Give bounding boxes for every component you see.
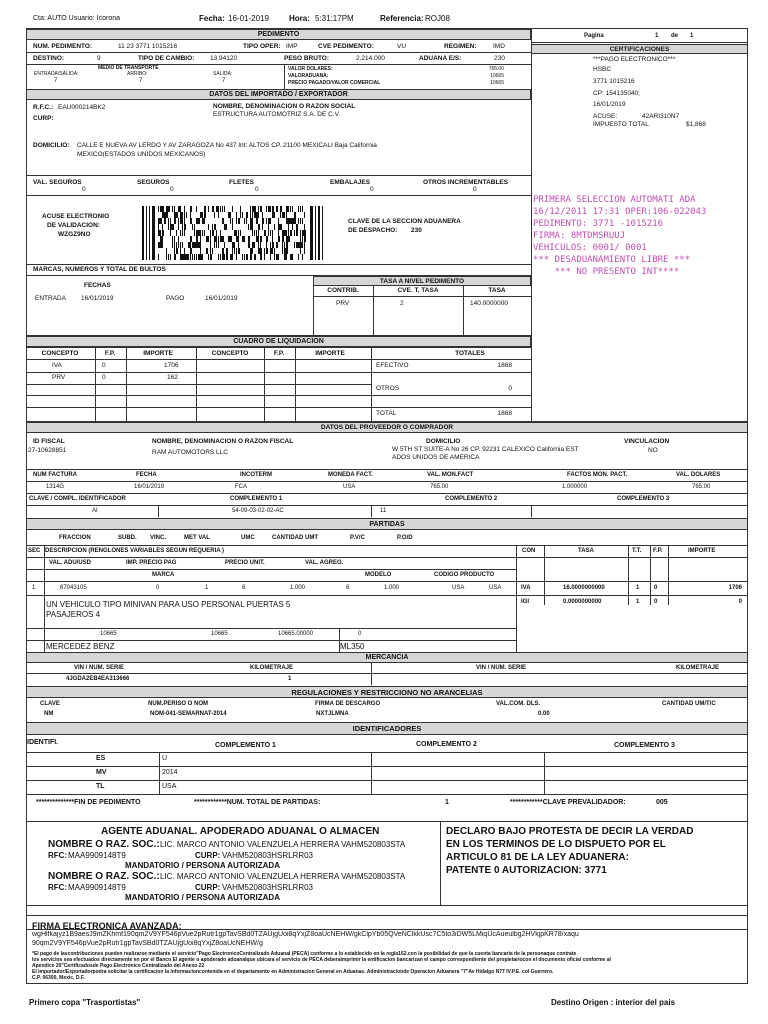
rfc-label: R.F.C.:	[33, 104, 54, 111]
aduana: 230	[494, 55, 505, 62]
part-h-marca: MARCA	[152, 572, 175, 578]
tax-igi-tasa: 0.0000000000	[563, 599, 602, 605]
otros-label: OTROS	[376, 385, 400, 392]
agente-rfc-label-2: RFC:	[48, 883, 68, 892]
identif-mv-value: 2014	[162, 769, 178, 776]
part-umc: 6	[242, 585, 246, 591]
identif-label: IDENTIFI.	[27, 739, 59, 746]
importador-title: DATOS DEL IMPORTADO / EXPORTADOR	[26, 89, 531, 100]
agente-mandatorio: MANDATORIO / PERSONA AUTORIZADA	[125, 861, 280, 870]
fine-print-3: Apendice 20"Certificadosde Pago Electronico Centralizado del Anexo 22	[32, 963, 205, 969]
part-h-modelo: MODELO	[365, 572, 392, 578]
cert-line-4: CP: 154135040;	[593, 90, 640, 97]
reg-h-cantidad: CANTIDAD UM/T/C	[662, 701, 716, 707]
part-h-subd: SUBD.	[118, 535, 137, 541]
part-h-tt: T.T.	[632, 548, 642, 554]
cert-line-2: HSBC	[593, 66, 612, 73]
liq-h-totales: TOTALES	[455, 350, 485, 357]
vin-value: 4JGDA2EB4EA313666	[66, 676, 130, 682]
part-pais-1: USA	[452, 585, 465, 591]
tax-igi-fp: 0	[654, 599, 658, 605]
cert-line-3: 3771 1015216	[593, 78, 635, 85]
part-h-desc: DESCRIPCION (RENGLONES VARIABLES SEGUN REQUERIA )	[45, 548, 225, 554]
tipo-cambio-label: TIPO DE CAMBIO:	[138, 55, 195, 62]
clave-compl-label: CLAVE / COMPL. IDENTIFICADOR	[29, 496, 126, 502]
salida: 7	[222, 78, 226, 84]
part-h-cantidad: CANTIDAD UMT	[272, 535, 318, 541]
peso-bruto: 2,214.000	[356, 55, 385, 62]
agente-nombre-label-2: NOMBRE O RAZ. SOC.:	[48, 871, 160, 882]
prov-domicilio-label: DOMICILIO	[426, 438, 461, 445]
aduana-label: ADUANA E/S:	[419, 55, 462, 62]
part-h-metval: MET VAL	[184, 535, 210, 541]
precio-pagado: 10665	[490, 80, 504, 86]
seguros-label: SEGUROS	[137, 179, 170, 186]
liq-h-concepto-2: CONCEPTO	[211, 350, 249, 357]
liq-h-concepto-1: CONCEPTO	[41, 350, 79, 357]
id-fiscal-label: ID FISCAL	[33, 438, 65, 445]
part-h-pvc: P.V/C	[350, 535, 365, 541]
cert-line-1: ***PAGO ELECTRONICO***	[593, 56, 676, 63]
regimen: IMD	[493, 43, 505, 50]
declaro-line-3: ARTICULO 81 DE LA LEY ADUANERA:	[446, 852, 629, 863]
agente-curp-2: VAHM520803HSRLRR03	[222, 883, 314, 892]
fact-num: 1314G	[46, 484, 65, 490]
precio-pagado-label: PRECIO PAGADO/VALOR COMERCIAL	[288, 80, 381, 86]
cve-tasa-value: 2	[400, 300, 404, 307]
fletes-label: FLETES	[229, 179, 254, 186]
identif-tl-value: USA	[162, 783, 177, 790]
reg-h-firma: FIRMA DE DESCARGO	[315, 701, 381, 707]
clave-prevalidador: 005	[656, 799, 668, 806]
tax-iva-importe: 1706	[728, 585, 742, 591]
vinculacion-label: VINCULACION	[624, 438, 670, 445]
contrib-header: CONTRIB.	[327, 287, 359, 294]
cve-pedimento: VU	[397, 43, 407, 50]
pedimento-title: PEDIMENTO	[26, 29, 531, 40]
prov-domicilio-1: W 5TH ST SUITE-A No 26 CP. 92231 CALEXICO California EST	[392, 446, 579, 453]
pagina-num: 1	[655, 33, 659, 39]
part-h-valagreg: VAL. AGREG.	[305, 560, 344, 566]
fecha-label: Fecha:	[199, 14, 225, 23]
agente-curp: VAHM520803HSRLRR03	[222, 851, 314, 860]
fact-h-fecha: FECHA	[136, 472, 157, 478]
identif-tl: TL	[96, 783, 105, 790]
domicilio-line2: MEXICO(ESTADOS UNIDOS MEXICANOS)	[77, 151, 206, 158]
liq-concepto-prv: PRV	[52, 374, 66, 381]
valor-dolares-label: VALOR DOLARES:	[288, 66, 333, 72]
num-pedimento: 11 23 3771 1015216	[118, 43, 178, 50]
part-precio-unit: 10665.00000	[278, 631, 314, 637]
identificadores-title: IDENTIFICADORES	[26, 722, 748, 735]
acuse-code: WZGZ9NO	[58, 231, 91, 238]
certificaciones-title: CERTIFICACIONES	[531, 44, 748, 54]
salida-label: SALIDA:	[213, 71, 233, 77]
identif-es-value: U	[162, 755, 168, 762]
num-partidas: 1	[445, 799, 449, 806]
reg-firma: NXTJLMNA	[316, 711, 349, 717]
domicilio-line1: CALLE E NUEVA AV LERDO Y AV ZARAGOZA No 437 Int: ALTOS CP. 21100 MEXICALI Baja California	[77, 142, 377, 149]
part-val-adu: 10665	[100, 631, 117, 637]
tipo-cambio: 13.94120	[210, 55, 238, 62]
part-h-imp-precio: IMP. PRECIO PAG	[126, 560, 177, 566]
tax-igi-tt: 1	[636, 599, 640, 605]
pago-label: PAGO	[166, 295, 185, 302]
fact-fecha: 16/01/2019	[134, 484, 165, 490]
medio-transporte-label: MEDIO DE TRANSPORTE	[98, 65, 159, 71]
contrib-value: PRV	[336, 300, 350, 307]
tax-iva-tasa: 16.0000000000	[563, 585, 605, 591]
agente-nombre-label: NOMBRE O RAZ. SOC.:	[48, 839, 160, 850]
reg-clave: NM	[44, 711, 54, 717]
fact-h-incoterm: INCOTERM	[240, 472, 272, 478]
entrada-label: ENTRADA	[35, 295, 67, 302]
part-h-precio-unit: PRECIO UNIT.	[225, 560, 265, 566]
part-metval: 1	[205, 585, 209, 591]
regimen-label: REGIMEN:	[444, 43, 477, 50]
tax-igi: IGI	[521, 599, 530, 605]
regulaciones-title: REGULACIONES Y RESTRICCIONO NO ARANCELIAS	[26, 686, 748, 698]
part-marca: MERCEDEZ BENZ	[46, 642, 115, 651]
peso-bruto-label: PESO BRUTO:	[284, 55, 330, 62]
part-fraccion: 87043105	[60, 585, 87, 591]
reg-num-permiso: NOM-041-SEMARNAT-2014	[150, 711, 227, 717]
vinculacion: NO	[648, 447, 658, 454]
complemento1-value: 54-09-03-02-02-AC	[232, 508, 284, 514]
fact-valmon: 765.00	[430, 484, 449, 490]
vin-label-1: VIN / NUM. SERIE	[74, 665, 125, 671]
ref-value: ROJ08	[425, 14, 450, 23]
agente-mandatorio-2: MANDATORIO / PERSONA AUTORIZADA	[125, 893, 280, 902]
part-h-pod: P.O/D	[397, 535, 413, 541]
identif-c2: COMPLEMENTO 2	[416, 741, 477, 748]
complemento2-label: COMPLEMENTO 2	[445, 496, 498, 502]
part-pod: 1.000	[384, 585, 400, 591]
agente-rfc-label: RFC:	[48, 851, 68, 860]
part-pais-2: USA	[489, 585, 502, 591]
embalajes: 0	[370, 186, 374, 193]
cta-user: Cta: AUTO Usuario: Icorona	[33, 15, 121, 22]
clave-despacho-label: DE DESPACHO:	[348, 227, 398, 234]
fact-h-factos: FACTOS MON. PACT.	[567, 472, 628, 478]
hora-value: 5:31:17PM	[315, 14, 354, 23]
proveedor-title: DATOS DEL PROVEEDOR O COMPRADOR	[26, 422, 748, 433]
otros-value: 0	[508, 385, 512, 392]
fact-h-valdol: VAL. DOLARES	[676, 472, 721, 478]
liq-importe-iva: 1706	[164, 362, 179, 369]
pdf417-barcode	[140, 204, 326, 262]
fine-print-2: los servicios sea efectuados directamente en por el Banco El agente o apoderado aduanalque ubicara el servicio de PECA deberaimprimir la entificacion bancarizan el campo correspondiente del propietariocon el documento oficial conforme al	[32, 957, 611, 963]
pagina-total: 1	[690, 33, 694, 39]
de-label: de	[671, 33, 679, 39]
liq-fp-prv: 0	[102, 374, 106, 381]
fact-h-valmon: VAL. MON.FACT	[427, 472, 474, 478]
fact-factos: 1.000000	[562, 484, 588, 490]
vin-label-2: VIN / NUM. SERIE	[476, 665, 527, 671]
prov-nombre-label: NOMBRE, DENOMINACION O RAZON FISCAL	[152, 438, 294, 445]
liq-importe-prv: 162	[167, 374, 178, 381]
impuesto-total: $1,868	[686, 121, 706, 128]
cert-line-5: 16/01/2019	[593, 101, 626, 108]
agente-title: AGENTE ADUANAL. APODERADO ADUANAL O ALMACEN	[101, 826, 380, 837]
part-pvc: 6	[346, 585, 350, 591]
tax-iva: IVA	[521, 585, 531, 591]
entrada-date: 16/01/2019	[81, 295, 114, 302]
fine-print-1: *El pago de lascontribuciones pueden realizarse mediante el servicio"Pago ElectronicoCentralizado Aduanal (PECA) conforme a lo establecido en la regla162.con la posibilidad de que la cuenta bancaria de la personaque contrate	[32, 951, 577, 957]
liq-h-fp-1: F.P.	[104, 350, 116, 357]
acuse-electronico-label: ACUSE ELECTRONIO	[42, 213, 110, 220]
complemento1-label: COMPLEMENTO 1	[230, 496, 283, 502]
part-h-con: CON	[522, 548, 536, 554]
ref-label: Referencia:	[380, 14, 424, 23]
part-h-vinc: VINC.	[150, 535, 167, 541]
firma-sig-1: wgHlfkajyz1B9aesJ9mZKhmf190qm2V9YF546pVue2pRutr1gpTavSBd0TZAUjgUoi8qYxjZ8oaUcNEHW/gkClpYb05QVeNClkkUsc7C5to3iDW5LMiqUcAueulbg2HVkjpKR78/xaqu	[32, 931, 579, 938]
part-h-valadu: VAL. ADU/USD	[49, 560, 91, 566]
km-label-2: KILOMETRAJE	[676, 665, 720, 671]
part-desc-2: PASAJEROS 4	[46, 610, 101, 619]
part-desc-1: UN VEHICULO TIPO MINIVAN PARA USO PERSONAL PUERTAS 5	[46, 600, 291, 609]
liq-h-importe-2: IMPORTE	[315, 350, 345, 357]
otros-incrementables: 0	[473, 186, 477, 193]
fact-moneda: USA	[343, 484, 356, 490]
otros-incrementables-label: OTROS INCREMENTABLES	[423, 179, 509, 186]
complemento3-label: COMPLEMENTO 3	[617, 496, 670, 502]
total-value: 1868	[497, 410, 512, 417]
declaro-line-4: PATENTE 0 AUTORIZACION: 3771	[446, 865, 607, 876]
fact-h-num: NUM FACTURA	[33, 472, 77, 478]
agente-rfc-2: MAA9909148T9	[68, 883, 126, 892]
tax-iva-tt: 1	[636, 585, 640, 591]
cve-tasa-header: CVE. T. TASA	[397, 287, 439, 294]
part-h-umc: UMC	[241, 535, 255, 541]
nombre-razon-label: NOMBRE, DENOMINACION O RAZON SOCIAL	[213, 103, 356, 110]
reg-h-valcom: VAL.COM. DLS.	[496, 701, 541, 707]
pago-date: 16/01/2019	[205, 295, 238, 302]
liq-concepto-iva: IVA	[52, 362, 62, 369]
declaro-line-1: DECLARO BAJO PROTESTA DE DECIR LA VERDAD	[446, 826, 694, 837]
identif-es: ES	[96, 755, 106, 762]
destino-label: DESTINO:	[33, 55, 65, 62]
part-sec: 1	[32, 585, 36, 591]
entrada-salida: 7	[54, 78, 58, 84]
destino: 9	[97, 55, 101, 62]
part-h-tasa: TASA	[578, 548, 594, 554]
tipo-oper-label: TIPO OPER:	[243, 43, 281, 50]
valor-aduana: 10665	[490, 73, 504, 79]
clave-prevalidador-label: ************CLAVE PREVALIDADOR:	[510, 799, 626, 806]
marcas-label: MARCAS, NUMEROS Y TOTAL DE BULTOS	[33, 266, 166, 273]
fact-valdol: 765.00	[692, 484, 711, 490]
liq-fp-iva: 0	[102, 362, 106, 369]
nombre-razon: ESTRUCTURA AUTOMOTRIZ S.A. DE C.V.	[213, 111, 341, 118]
fine-print-4: El importador/Exportadorpodra solicitar la certificacion la informacioncontenida en el departamento en Administracion General en Aduanas. Administracionde Operacion Aduanera "7"Av Hidalgo N77 IV.P.E. col Guerrero.	[32, 969, 554, 975]
part-modelo: ML350	[340, 642, 365, 651]
tax-igi-importe: 0	[738, 599, 742, 605]
customs-stamp: PRIMERA SELECCION AUTOMATI ADA 16/12/2011 17:31 OPER:106-022043 PEDIMENTO: 3771 -1015216 FIRMA: 8MTDMSRUUJ VEHICULOS: 0001/ 0001 *** DESADUANAMIENTO LIBRE *** *** NO PRESENTO INT****	[533, 195, 707, 277]
valor-aduana-label: VALORADUANA:	[288, 73, 329, 79]
efectivo-value: 1868	[497, 362, 512, 369]
fine-print-5: C.P. 06300, Mexic, D.F.	[32, 975, 85, 981]
partidas-title: PARTIDAS	[26, 518, 748, 530]
tasa-header: TASA	[488, 287, 506, 294]
complemento2-value: 11	[380, 508, 387, 514]
num-pedimento-label: NUM. PEDIMENTO:	[33, 43, 93, 50]
identif-c1: COMPLEMENTO 1	[215, 742, 276, 749]
num-partidas-label: ************NUM. TOTAL DE PARTIDAS:	[194, 799, 321, 806]
id-fiscal: 27-10628851	[28, 447, 67, 454]
clave-seccion-label: CLAVE DE LA SECCION ADUANERA	[348, 218, 461, 225]
firma-sig-2: 90qm2V9YF546pVue2pRutr1gpTavSBd0TZAUjgUoi8qYxjZ8oaUcNEHW/g	[32, 940, 263, 947]
clave-despacho: 230	[411, 227, 422, 234]
liquidacion-title: CUADRO DE LIQUIDACION	[26, 336, 531, 347]
tipo-oper: IMP	[286, 43, 298, 50]
total-label: TOTAL	[376, 410, 397, 417]
fact-incoterm: FCA	[235, 484, 247, 490]
tax-iva-fp: 0	[654, 585, 658, 591]
valor-dolares: 765.00	[488, 66, 504, 72]
reg-h-num-permiso: NUM.PERISO O NOM	[148, 701, 209, 707]
seguros: 0	[170, 186, 174, 193]
agente-curp-label: CURP:	[195, 851, 221, 860]
cve-pedimento-label: CVE PEDIMENTO:	[318, 43, 374, 50]
hora-label: Hora:	[289, 14, 310, 23]
agente-rfc: MAA9909148T9	[68, 851, 126, 860]
pagina-label: Pagina	[584, 33, 604, 39]
identif-mv: MV	[96, 769, 107, 776]
part-h-codigo: CODIGO PRODUCTO	[434, 572, 495, 578]
clave-value: AI	[92, 508, 98, 514]
fecha-value: 16-01-2019	[228, 14, 269, 23]
km-value: 1	[288, 676, 292, 682]
part-imp-precio: 10665	[211, 631, 228, 637]
part-h-importe: IMPORTE	[688, 548, 716, 554]
entrada-salida-label: ENTRADA/SALIDA:	[34, 71, 79, 77]
declaro-line-2: EN LOS TERMINOS DE LO DISPUETO POR EL	[446, 839, 666, 850]
part-val-agreg: 0	[358, 631, 362, 637]
impuesto-total-label: IMPUESTO TOTAL	[593, 121, 649, 128]
efectivo-label: EFECTIVO	[376, 362, 409, 369]
agente-nombre: LIC. MARCO ANTONIO VALENZUELA HERRERA VAHM520803STA	[160, 840, 406, 849]
part-vinc: 0	[156, 585, 160, 591]
acuse-value: 42ARI310N7	[642, 113, 680, 120]
embalajes-label: EMBALAJES	[330, 179, 371, 186]
part-h-fp: F.P.	[653, 548, 663, 554]
reg-valcom: 0.00	[538, 711, 550, 717]
fact-h-moneda: MONEDA FACT.	[328, 472, 373, 478]
val-seguros: 0	[82, 186, 86, 193]
agente-nombre-2: LIC. MARCO ANTONIO VALENZUELA HERRERA VAHM520803STA	[160, 872, 406, 881]
acuse-label: ACUSE:	[593, 113, 618, 120]
reg-h-clave: CLAVE	[40, 701, 60, 707]
arribo-label: ARRIBO:	[127, 71, 148, 77]
rfc: EAU000214BK2	[58, 104, 106, 111]
footer-left: Primero copa "Trasportistas"	[29, 998, 141, 1007]
part-cantidad: 1.000	[290, 585, 306, 591]
val-seguros-label: VAL. SEGUROS	[33, 179, 82, 186]
identif-c3: COMPLEMENTO 3	[614, 742, 675, 749]
liq-h-fp-2: F.P.	[273, 350, 285, 357]
liq-h-importe-1: IMPORTE	[143, 350, 173, 357]
tasa-title: TASA A NIVEL PEDIMENTO	[313, 276, 531, 286]
curp-label: CURP:	[33, 115, 54, 122]
footer-right: Destino Origen : interior del pais	[551, 998, 676, 1007]
prov-nombre: RAM AUTOMOTORS LLC	[152, 449, 228, 456]
prov-domicilio-2: ADOS UNIDOS DE AMERICA	[392, 454, 480, 461]
domicilio-label: DOMICILIO:	[33, 142, 70, 149]
fletes: 0	[255, 186, 259, 193]
part-h-fraccion: FRACCION	[59, 535, 91, 541]
part-h-sec: SEC	[28, 548, 41, 554]
km-label-1: KILOMETRAJE	[250, 665, 294, 671]
acuse-validacion-label: DE VALIDACION:	[47, 222, 100, 229]
arribo: 7	[139, 78, 143, 84]
agente-curp-label-2: CURP:	[195, 883, 221, 892]
mercancia-title: MERCANCIA	[26, 652, 748, 663]
firma-title: FIRMA ELECTRONICA AVANZADA:	[32, 921, 182, 931]
fechas-label: FECHAS	[84, 282, 111, 289]
tasa-value: 140.0000000	[470, 300, 508, 307]
fin-pedimento: **************FIN DE PEDIMENTO	[36, 799, 141, 806]
